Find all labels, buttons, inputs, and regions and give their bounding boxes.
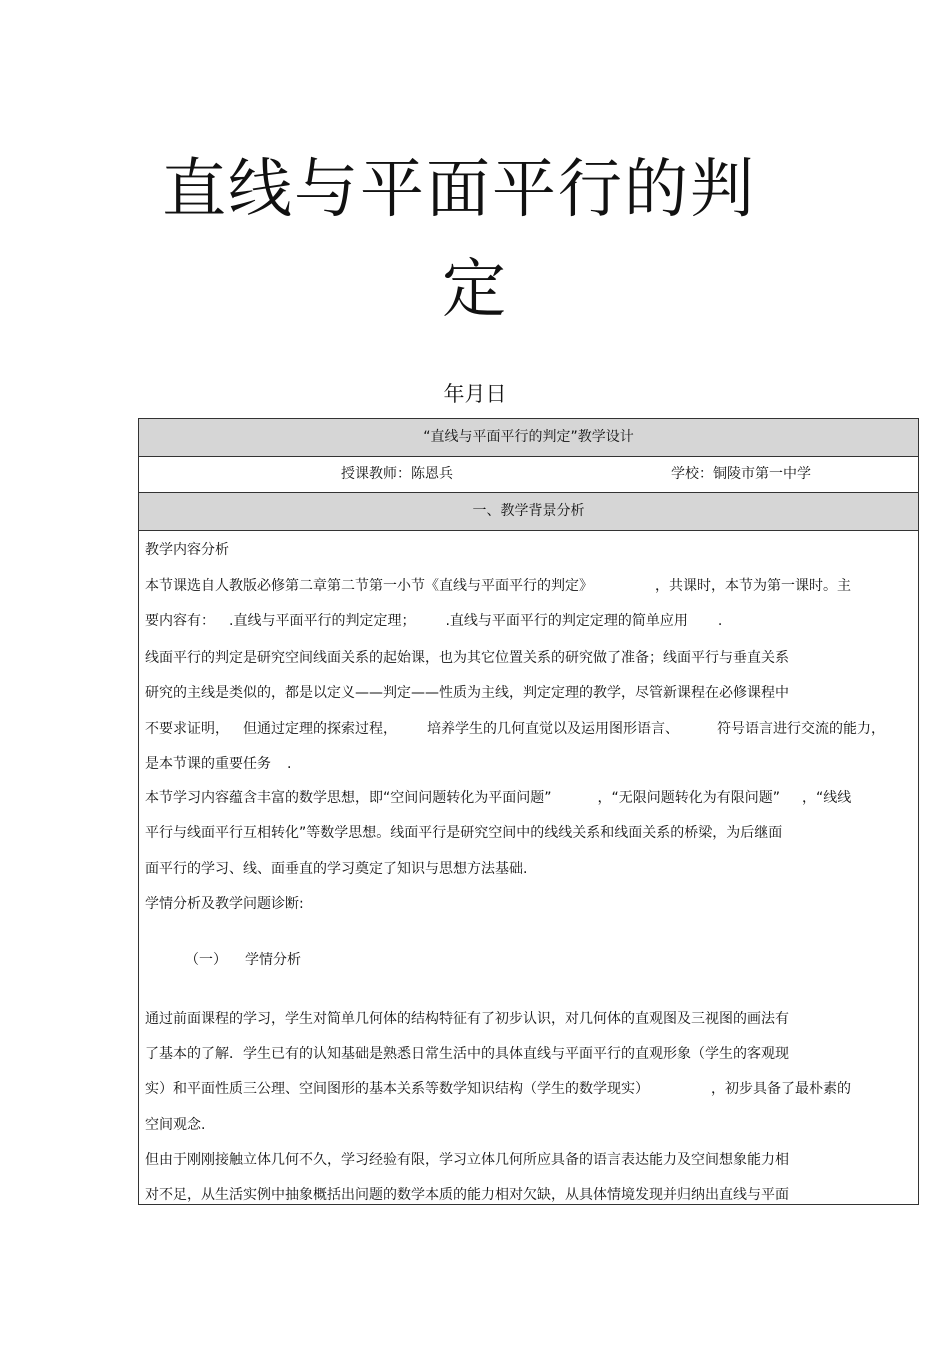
text-line: 对不足，从生活实例中抽象概括出问题的数学本质的能力相对欠缺，从具体情境发现并归纳出直线与平面 bbox=[145, 1187, 789, 1203]
text-segment: 本节学习内容蕴含丰富的数学思想，即“空间问题转化为平面问题” bbox=[145, 790, 552, 806]
text-line: 学情分析及教学问题诊断: bbox=[145, 896, 304, 912]
text-segment: ，共课时，本节为第一课时。主 bbox=[655, 578, 851, 594]
text-line: 通过前面课程的学习，学生对简单几何体的结构特征有了初步认识，对几何体的直观图及三视图的画法有 bbox=[145, 1011, 789, 1027]
table-title: “直线与平面平行的判定”教学设计 bbox=[423, 429, 634, 445]
text-segment: .直线与平面平行的判定定理的简单应用 bbox=[445, 613, 688, 629]
table-title-row bbox=[139, 419, 918, 457]
text-segment: ，“无限问题转化为有限问题” bbox=[597, 790, 781, 806]
text-line bbox=[145, 577, 851, 595]
text-line: 空间观念. bbox=[145, 1117, 206, 1133]
text-line bbox=[145, 720, 885, 738]
text-line bbox=[145, 612, 722, 630]
lesson-design-table bbox=[138, 418, 919, 1205]
teacher-label: 授课教师：陈恩兵 bbox=[341, 466, 453, 482]
text-segment: 学情分析 bbox=[245, 952, 301, 968]
text-line: 但由于刚刚接触立体几何不久，学习经验有限，学习立体几何所应具备的语言表达能力及空间想象能力相 bbox=[145, 1152, 789, 1168]
text-segment: 要内容有： bbox=[145, 613, 215, 629]
document-title-line-1: 直线与平面平行的判 bbox=[162, 153, 756, 227]
text-line: 研究的主线是类似的，都是以定义——判定——性质为主线，判定定理的教学，尽管新课程在必修课程中 bbox=[145, 685, 789, 701]
text-line bbox=[185, 951, 301, 969]
text-segment: ，“线线 bbox=[802, 790, 852, 806]
text-line: 平行与线面平行互相转化”等数学思想。线面平行是研究空间中的线线关系和线面关系的桥梁，为后继面 bbox=[145, 825, 783, 841]
school-label: 学校：铜陵市第一中学 bbox=[671, 466, 811, 482]
text-segment: ，初步具备了最朴素的 bbox=[711, 1081, 851, 1097]
section-heading: 一、教学背景分析 bbox=[472, 503, 585, 519]
text-line: 了基本的了解．学生已有的认知基础是熟悉日常生活中的具体直线与平面平行的直观形象（学生的客观现 bbox=[145, 1046, 789, 1062]
text-segment: . bbox=[717, 613, 723, 629]
text-line: 教学内容分析 bbox=[145, 542, 229, 558]
section-heading-row bbox=[139, 493, 918, 531]
text-line bbox=[145, 789, 851, 807]
text-segment: 实）和平面性质三公理、空间图形的基本关系等数学知识结构（学生的数学现实） bbox=[145, 1081, 649, 1097]
text-line bbox=[145, 1080, 851, 1098]
text-line bbox=[145, 755, 291, 773]
text-line: 面平行的学习、线、面垂直的学习奠定了知识与思想方法基础. bbox=[145, 861, 528, 877]
document-title-line-2: 定 bbox=[442, 253, 508, 327]
text-segment: 但通过定理的探索过程， bbox=[243, 721, 397, 737]
text-segment: （一） bbox=[185, 952, 227, 968]
text-segment: 是本节课的重要任务 bbox=[145, 756, 271, 772]
date-line: 年月日 bbox=[443, 382, 507, 406]
text-segment: . bbox=[287, 756, 292, 772]
text-line: 线面平行的判定是研究空间线面关系的起始课，也为其它位置关系的研究做了准备；线面平行与垂直关系 bbox=[145, 650, 789, 666]
teacher-school-row bbox=[139, 457, 918, 493]
text-segment: 本节课选自人教版必修第二章第二节第一小节《直线与平面平行的判定》 bbox=[145, 578, 593, 594]
text-segment: 培养学生的几何直觉以及运用图形语言、 bbox=[427, 721, 679, 737]
text-segment: 符号语言进行交流的能力， bbox=[717, 721, 885, 737]
text-segment: .直线与平面平行的判定定理； bbox=[229, 613, 416, 629]
text-segment: 不要求证明， bbox=[145, 721, 229, 737]
